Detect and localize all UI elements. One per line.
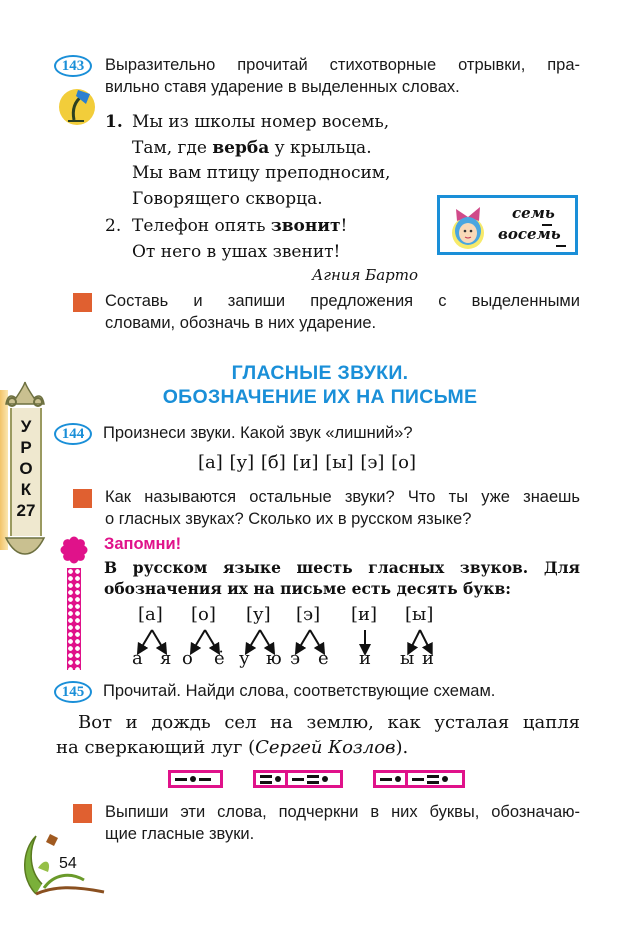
task-square-icon bbox=[73, 489, 92, 508]
task-145-text: Вот и дождь сел на землю, как усталая цапля на сверкающий луг (Сергей Козлов). bbox=[56, 712, 580, 758]
vowel-sound: [о] bbox=[191, 604, 216, 625]
vowel-letter: я bbox=[160, 648, 172, 669]
poem-line: От него в ушах звенит! bbox=[132, 241, 341, 262]
word-scheme-2 bbox=[253, 770, 343, 788]
vowel-sound: [э] bbox=[296, 604, 321, 625]
vowel-letter: у bbox=[239, 648, 250, 669]
poem-line: Мы вам птицу преподносим, bbox=[132, 163, 391, 183]
vowel-letter-diagram bbox=[120, 604, 440, 670]
soft-sign-underline bbox=[556, 245, 566, 247]
lesson-pillar bbox=[0, 380, 48, 560]
vowel-letter: е bbox=[318, 648, 329, 669]
word-scheme-3 bbox=[373, 770, 465, 788]
task-square-icon bbox=[73, 293, 92, 312]
vowel-letter: ы bbox=[400, 648, 415, 669]
task-145-subtask: Выпиши эти слова, подчеркни в них буквы, обозначаю- щие гласные звуки. bbox=[105, 803, 580, 843]
vowel-letter: и bbox=[359, 648, 371, 669]
poem-author: Агния Барто bbox=[312, 266, 419, 284]
task-144-subtask: Как называются остальные звуки? Что ты уже знаешь о гласных звуках? Сколько их в русском языке? bbox=[105, 488, 580, 528]
page-number: 54 bbox=[59, 855, 77, 872]
vowel-letter: ю bbox=[266, 648, 282, 669]
task-number-badge-144: 144 bbox=[54, 423, 92, 445]
word-scheme-1 bbox=[168, 770, 223, 788]
stress-hint-box bbox=[437, 195, 578, 255]
task-square-icon bbox=[73, 804, 92, 823]
vowel-sound: [а] bbox=[138, 604, 163, 625]
task-143-subtask: Составь и запиши предложения с выделенными словами, обозначь в них ударение. bbox=[105, 292, 580, 332]
poem-1 bbox=[105, 110, 390, 212]
remember-flower-icon bbox=[60, 536, 88, 564]
vowel-letter: а bbox=[132, 648, 143, 669]
hint-word-1: семь bbox=[512, 204, 555, 222]
poem-line: Мы из школы номер восемь, bbox=[132, 112, 390, 132]
desk-lamp-icon bbox=[56, 84, 98, 126]
sounds-list: [а] [у] [б] [и] [ы] [э] [о] bbox=[198, 452, 417, 473]
lesson-label: У Р О К 27 bbox=[12, 416, 40, 521]
remember-heading: Запомни! bbox=[104, 535, 182, 553]
author-name: Сергей Козлов bbox=[255, 737, 396, 758]
vowel-letter: о bbox=[182, 648, 193, 669]
task-143-instruction bbox=[105, 54, 580, 98]
poem-line: Говорящего скворца. bbox=[132, 188, 323, 209]
pillar-capital-ornament bbox=[4, 380, 46, 410]
poem-line: Там, где верба у крыльца. bbox=[132, 137, 372, 158]
poem-number: 1. bbox=[105, 112, 123, 132]
vowel-letter: и bbox=[422, 648, 434, 669]
instruction-line: Выразительно прочитай стихотворные отрывки, пра- bbox=[105, 56, 580, 74]
lesson-number: 27 bbox=[16, 501, 36, 520]
task-144-instruction: Произнеси звуки. Какой звук «лишний»? bbox=[103, 424, 413, 442]
remember-braid-bar bbox=[67, 568, 81, 670]
lesson-title: ГЛАСНЫЕ ЗВУКИ. ОБОЗНАЧЕНИЕ ИХ НА ПИСЬМЕ bbox=[162, 362, 478, 408]
poem-2 bbox=[105, 214, 347, 265]
vowel-sound: [у] bbox=[246, 604, 271, 625]
poem-number: 2. bbox=[105, 216, 122, 236]
girl-with-bow-icon bbox=[446, 201, 492, 251]
vowel-sound: [ы] bbox=[405, 604, 434, 625]
task-number-badge-143: 143 bbox=[54, 55, 92, 77]
vowel-letter: ё bbox=[214, 648, 225, 669]
task-145-instruction: Прочитай. Найди слова, соответствующие схемам. bbox=[103, 682, 496, 700]
task-number-badge-145: 145 bbox=[54, 681, 92, 703]
instruction-line: вильно ставя ударение в выделенных словах. bbox=[105, 78, 460, 96]
hint-word-2: восемь bbox=[498, 225, 561, 243]
vowel-letter: э bbox=[290, 648, 301, 669]
vowel-sound: [и] bbox=[351, 604, 378, 625]
highlighted-word: звонит bbox=[270, 216, 341, 236]
highlighted-word: верба bbox=[212, 137, 270, 158]
remember-rule: В русском языке шесть гласных звуков. Для обозначения их на письме есть десять букв: bbox=[104, 558, 580, 598]
poem-line: Телефон опять звонит! bbox=[132, 216, 348, 236]
